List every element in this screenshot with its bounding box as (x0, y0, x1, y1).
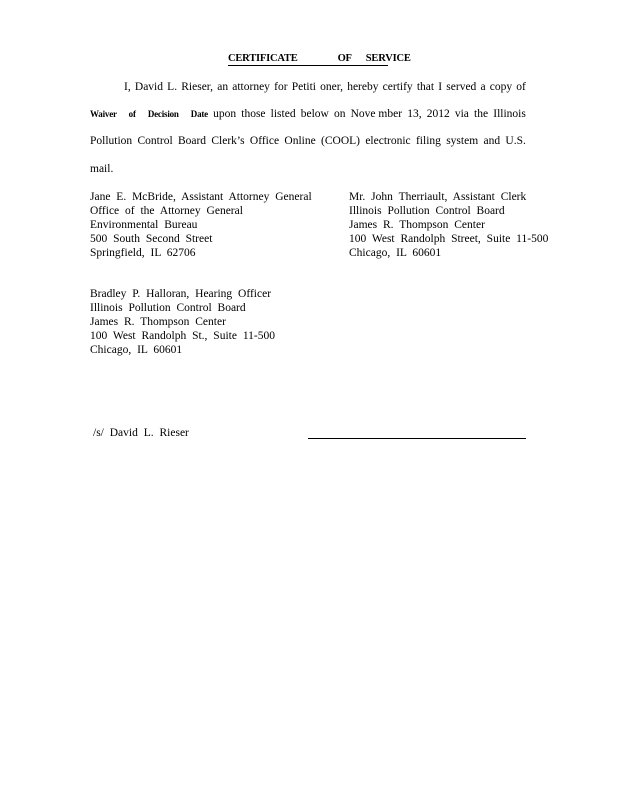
address-line: Chicago, IL 60601 (349, 247, 442, 259)
body-word: Nove mber (350, 108, 403, 120)
body-word: Illinois (493, 108, 526, 120)
signature-line (308, 438, 526, 439)
address-line: Mr. John Therriault, Assistant Clerk (349, 191, 527, 203)
certificate-title (228, 53, 411, 66)
title-word: CERTIFICATE (228, 53, 298, 64)
body-word: Board (177, 135, 207, 147)
body-word: a (480, 81, 486, 93)
body-word: and (483, 135, 501, 147)
address-line: 100 West Randolph Street, Suite 11-500 (349, 233, 549, 245)
body-word: served (446, 81, 477, 93)
body-word: system (446, 135, 479, 147)
recipient-address-block (349, 190, 548, 260)
body-word: I, (124, 81, 131, 93)
address-line: James R. Thompson Center (349, 219, 485, 231)
body-word: listed (270, 108, 296, 120)
recipient-address-block (90, 190, 312, 260)
body-word: hereby (347, 81, 379, 93)
document-name: Waiver of Decision Date (90, 109, 208, 119)
body-word: Office (249, 135, 280, 147)
address-line: James R. Thompson Center (90, 316, 226, 328)
body-word: that (416, 81, 435, 93)
address-line: Springfield, IL 62706 (90, 247, 196, 259)
body-line-4-text: mail. (90, 163, 114, 175)
title-word: SERVICE (365, 53, 411, 64)
body-line-3 (90, 134, 526, 148)
address-line: Illinois Pollution Control Board (90, 302, 246, 314)
address-line: Chicago, IL 60601 (90, 344, 183, 356)
body-word: oner, (320, 81, 344, 93)
body-word: 13, (407, 108, 422, 120)
address-line: Environmental Bureau (90, 219, 198, 231)
body-word: 2012 (426, 108, 450, 120)
body-word: via (454, 108, 469, 120)
body-word: of (516, 81, 526, 93)
body-word: filing (415, 135, 441, 147)
body-word: Control (137, 135, 173, 147)
address-line: Illinois Pollution Control Board (349, 205, 505, 217)
address-line: 500 South Second Street (90, 233, 213, 245)
body-word: Petiti (291, 81, 316, 93)
body-word: attorney (232, 81, 270, 93)
body-word: an (217, 81, 229, 93)
body-word: I (438, 81, 443, 93)
signature-text: /s/ David L. Rieser (93, 427, 189, 439)
body-word: David (134, 81, 163, 93)
address-line: Bradley P. Halloran, Hearing Officer (90, 288, 272, 300)
body-word: on (333, 108, 346, 120)
body-word: below (300, 108, 329, 120)
body-word: for (274, 81, 288, 93)
body-word: Pollution (90, 135, 133, 147)
body-line-4 (90, 162, 526, 176)
body-word: Online (284, 135, 316, 147)
address-line: Jane E. McBride, Assistant Attorney General (90, 191, 312, 203)
body-word: Rieser, (181, 81, 214, 93)
title-word: OF (337, 53, 352, 64)
body-line-2 (90, 107, 526, 121)
body-word: the (474, 108, 489, 120)
body-word: electronic (365, 135, 411, 147)
body-word: (COOL) (321, 135, 360, 147)
address-line: Office of the Attorney General (90, 205, 243, 217)
body-word: upon (213, 108, 237, 120)
body-word: copy (489, 81, 513, 93)
body-word: L. (167, 81, 178, 93)
recipient-address-block (90, 287, 275, 357)
body-word: Clerk’s (211, 135, 245, 147)
body-word: certify (382, 81, 413, 93)
body-word: those (241, 108, 266, 120)
body-word: U.S. (505, 135, 526, 147)
body-line-1 (90, 80, 526, 94)
address-line: 100 West Randolph St., Suite 11-500 (90, 330, 275, 342)
